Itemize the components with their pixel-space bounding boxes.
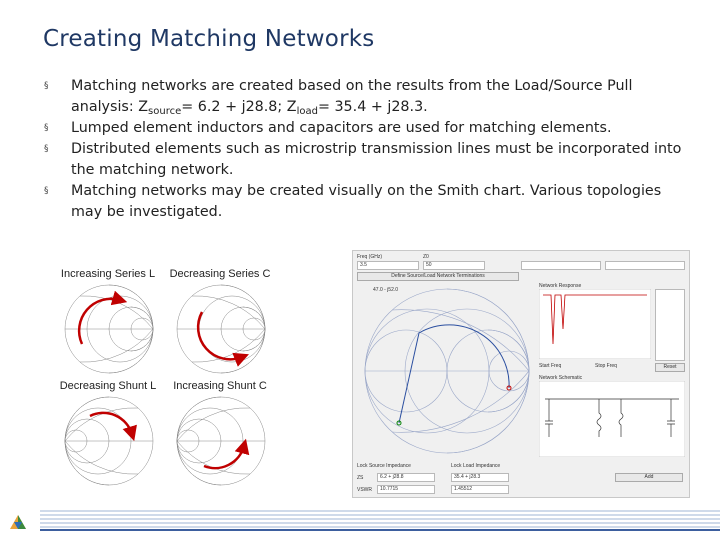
- panel-label: Decreasing Shunt L: [59, 380, 157, 392]
- bullet-marker-icon: §: [44, 186, 49, 196]
- stop-freq-label: Stop Freq: [595, 363, 617, 369]
- smith-chart-main: [359, 283, 535, 459]
- bullet-text: = 35.4 + j28.3.: [317, 99, 428, 115]
- lock-source-checkbox[interactable]: Lock Source Impedance: [357, 463, 411, 469]
- matching-app-screenshot: [352, 250, 690, 498]
- smith-chart-series-l: [50, 282, 168, 376]
- bullet-text: Lumped element inductors and capacitors are used for matching elements.: [71, 120, 612, 136]
- bullet-text: Matching networks may be created visually on the Smith chart. Various topologies may be investigated.: [71, 183, 662, 220]
- panel-label: Increasing Shunt C: [173, 380, 267, 392]
- chart-readout: 47.0 - j52.0: [373, 287, 399, 293]
- bullet-item: [44, 139, 684, 181]
- freq-label: Freq (GHz): [357, 254, 382, 260]
- bullet-item: [44, 181, 684, 223]
- network-response-label: Network Response: [539, 283, 582, 289]
- vswr-label: VSWR: [357, 487, 372, 493]
- subscript-source: source: [148, 106, 182, 117]
- z0-label: Z0: [423, 254, 429, 260]
- network-select[interactable]: [521, 261, 601, 270]
- bullet-list: [44, 76, 684, 223]
- gamma-field[interactable]: [451, 485, 509, 494]
- z0-value: 50: [426, 262, 432, 268]
- lock-load-checkbox[interactable]: Lock Load Impedance: [451, 463, 501, 469]
- terminations-button[interactable]: Define Source/Load Network Terminations: [357, 272, 519, 281]
- vswr-value: 10.7715: [380, 486, 399, 492]
- zs-label: ZS: [357, 475, 364, 481]
- zl-value: 35.4 + j28.3: [454, 474, 481, 480]
- bullet-item: [44, 118, 684, 139]
- reset-button[interactable]: Reset: [655, 363, 685, 372]
- bullet-marker-icon: §: [44, 123, 49, 133]
- gamma-value: 1.45512: [454, 486, 473, 492]
- footer-bar: [0, 505, 720, 540]
- algorithm-select[interactable]: [605, 261, 685, 270]
- bullet-text: Distributed elements such as microstrip transmission lines must be incorporated into the matching network.: [71, 141, 682, 178]
- network-schematic: [539, 381, 685, 457]
- smith-chart-shunt-l: [50, 394, 168, 488]
- slide-title: Creating Matching Networks: [43, 26, 375, 52]
- subscript-load: load: [296, 106, 318, 117]
- freq-value: 3.5: [360, 262, 367, 268]
- network-response-plot: [539, 289, 651, 359]
- bullet-marker-icon: §: [44, 81, 49, 91]
- zl-field[interactable]: [451, 473, 509, 482]
- logo-icon: [10, 515, 26, 529]
- zs-field[interactable]: [377, 473, 435, 482]
- smith-chart-series-c: [162, 282, 280, 376]
- bullet-item: [44, 76, 684, 118]
- panel-label: Increasing Series L: [60, 268, 156, 280]
- z0-field[interactable]: [423, 261, 485, 270]
- network-schematic-label: Network Schematic: [539, 375, 583, 381]
- response-options-panel[interactable]: [655, 289, 685, 361]
- panel-label: Decreasing Series C: [169, 268, 271, 280]
- smith-chart-shunt-c: [162, 394, 280, 488]
- bullet-text: Matching networks are created based on the results from the Load/Source Pull analysis: Z: [71, 78, 633, 115]
- bullet-marker-icon: §: [44, 144, 49, 154]
- add-button[interactable]: Add: [615, 473, 683, 482]
- bullet-text: = 6.2 + j28.8; Z: [181, 99, 297, 115]
- freq-field[interactable]: [357, 261, 419, 270]
- vswr-field[interactable]: [377, 485, 435, 494]
- start-freq-label: Start Freq: [539, 363, 562, 369]
- zs-value: 6.2 + j28.8: [380, 474, 404, 480]
